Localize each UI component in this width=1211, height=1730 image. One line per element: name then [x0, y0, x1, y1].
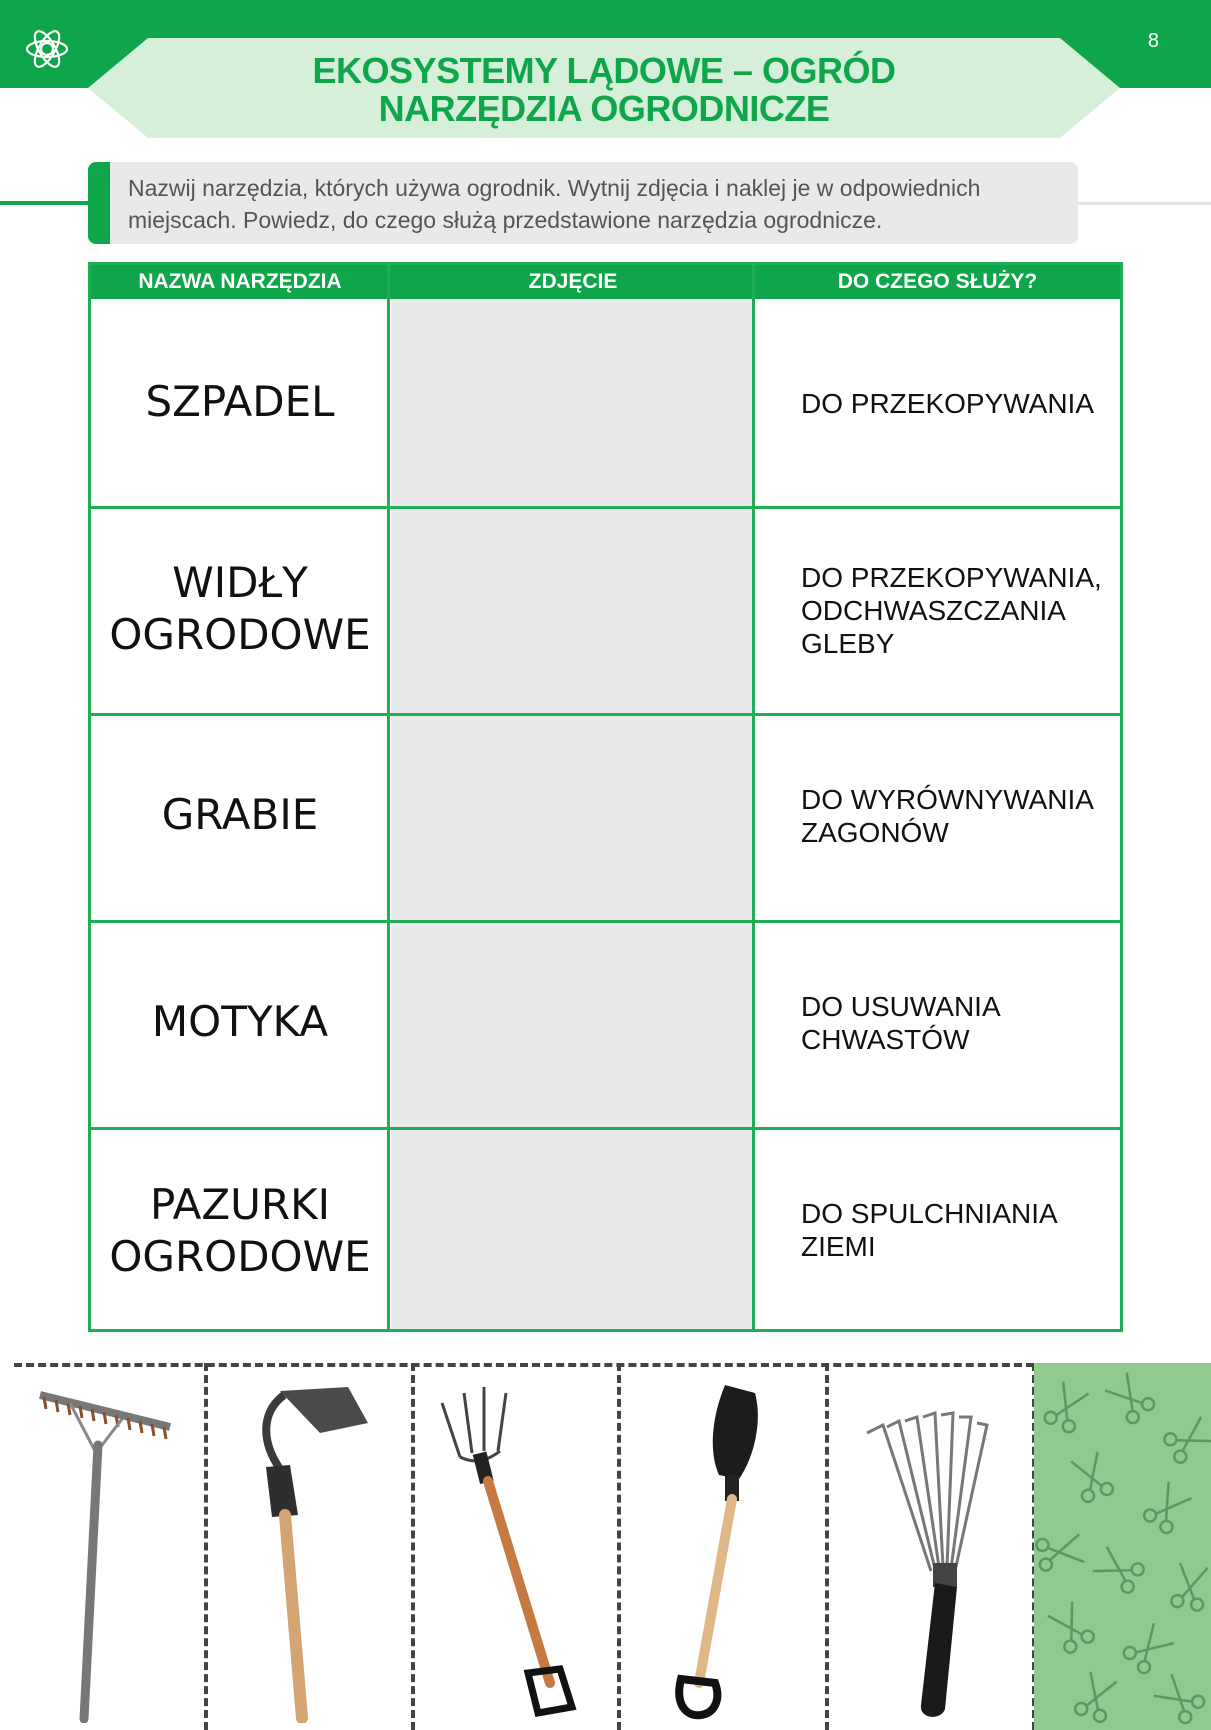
cutout-strip	[0, 1363, 1211, 1730]
instruction-rule	[1078, 202, 1211, 205]
column-header-name: NAZWA NARZĘDZIA	[138, 270, 342, 293]
page-number: 8	[1147, 30, 1159, 52]
cut-line	[825, 1363, 829, 1730]
column-divider	[752, 265, 755, 1329]
spade-icon[interactable]	[655, 1383, 795, 1723]
tool-name-cultivator: PAZURKI OGRODOWE	[109, 1180, 371, 1281]
instruction-text: Nazwij narzędzia, których używa ogrodnik. Wytnij zdjęcia i naklej je w odpowiednich miejscach. Powiedz, do czego służą przedstawione narzędzia ogrodnicze.	[128, 175, 981, 233]
table-header	[91, 265, 1120, 299]
instruction-bar	[88, 162, 110, 244]
column-header-photo: ZDJĘCIE	[528, 270, 618, 293]
tool-use-fork: DO PRZEKOPYWANIA, ODCHWASZCZANIA GLEBY	[801, 562, 1102, 659]
tool-name-spade: SZPADEL	[145, 377, 335, 426]
row-divider	[91, 920, 1120, 923]
tool-use-rake: DO WYRÓWNYWANIA ZAGONÓW	[801, 784, 1094, 848]
cut-line	[411, 1363, 415, 1730]
hoe-icon[interactable]	[240, 1383, 380, 1723]
row-divider	[91, 1127, 1120, 1130]
tools-table	[88, 262, 1123, 1332]
page-title: EKOSYSTEMY LĄDOWE – OGRÓD NARZĘDZIA OGRODNICZE	[312, 50, 896, 129]
column-header-use: DO CZEGO SŁUŻY?	[837, 270, 1038, 293]
tool-name-hoe: MOTYKA	[151, 997, 329, 1046]
cut-line	[617, 1363, 621, 1730]
hand-cultivator-icon[interactable]	[865, 1383, 1015, 1723]
title-banner	[88, 38, 1120, 138]
rake-icon[interactable]	[30, 1383, 180, 1723]
tool-use-spade: DO PRZEKOPYWANIA	[801, 388, 1095, 419]
tool-use-hoe: DO USUWANIA CHWASTÓW	[801, 991, 1001, 1055]
row-divider	[91, 713, 1120, 716]
atom-logo-icon	[24, 26, 70, 72]
scissors-pattern	[1034, 1363, 1211, 1730]
instruction-accent-line	[0, 201, 90, 205]
photo-column	[391, 299, 755, 1329]
tool-use-cultivator: DO SPULCHNIANIA ZIEMI	[801, 1198, 1058, 1262]
cut-line	[14, 1363, 1034, 1367]
pitchfork-icon[interactable]	[432, 1383, 592, 1723]
cut-line	[204, 1363, 208, 1730]
tool-name-fork: WIDŁY OGRODOWE	[109, 558, 371, 659]
tool-name-rake: GRABIE	[161, 790, 319, 839]
row-divider	[91, 506, 1120, 509]
instruction-box	[88, 162, 1078, 244]
